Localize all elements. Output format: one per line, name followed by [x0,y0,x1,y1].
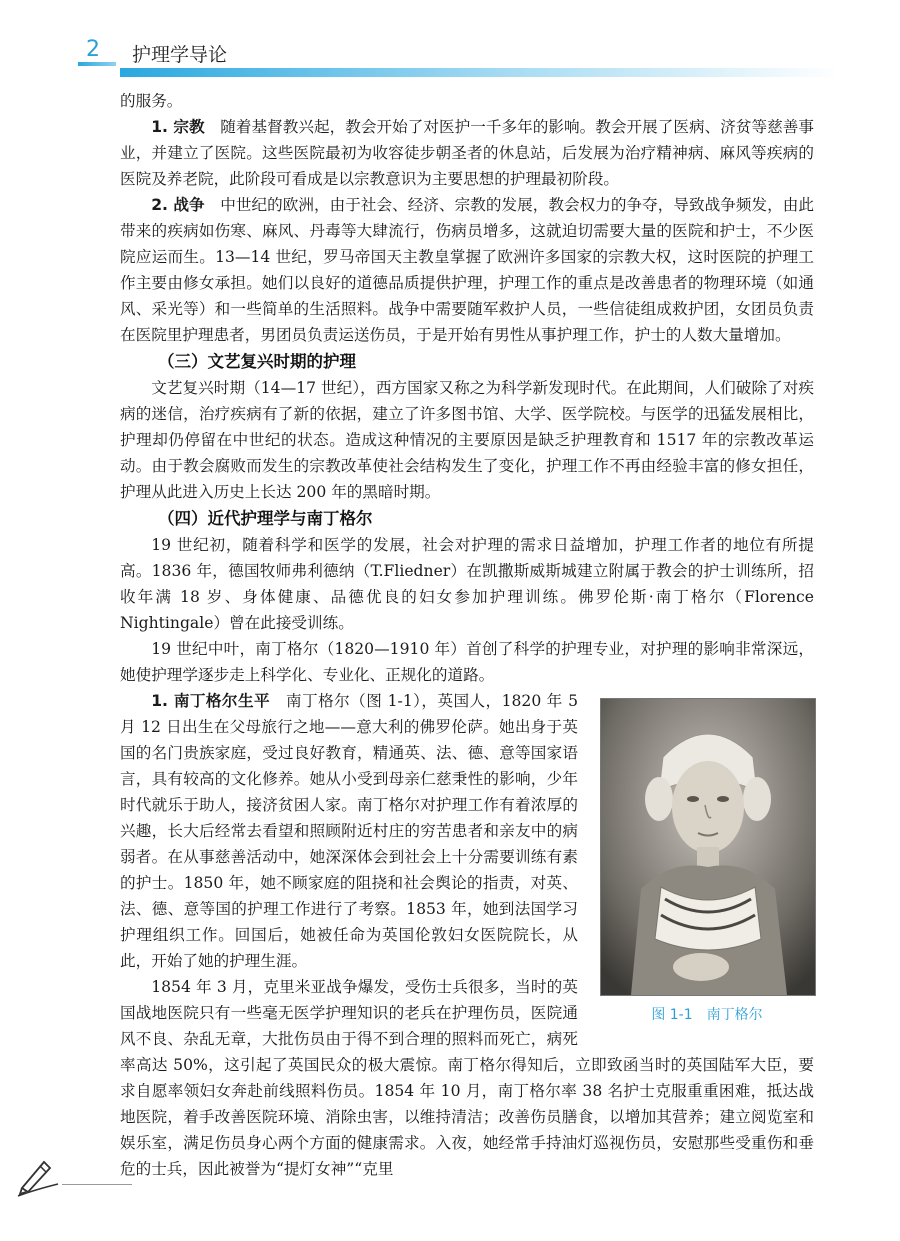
footer-rule [62,1184,132,1185]
paragraph-renaissance: 文艺复兴时期（14—17 世纪），西方国家又称之为科学新发现时代。在此期间，人们破除了对疾病的迷信，治疗疾病有了新的依据，建立了许多图书馆、大学、医学院校。与医学的迅猛发展相比，护理却仍停留在中世纪的状态。造成这种情况的主要原因是缺乏护理教育和 1517 年的宗教改革运动。由于教会腐败而发生的宗教改革使社会结构发生了变化，护理工作不再由经验丰富的修女担任，护理从此进入历史上长达 200 年的黑暗时期。 [120,379,814,501]
item-heading-war: 2. 战争 [151,196,205,214]
paragraph-crimean-war: 1854 年 3 月，克里米亚战争爆发，受伤士兵很多，当时的英国战地医院只有一些毫无医学护理知识的老兵在护理伤员，医院通风不良、杂乱无章，大批伤员由于得不到合理的照料而死亡，病死率高达 50%，这引起了英国民众的极大震惊。南丁格尔得知后，立即致函当时的英国陆军大臣，要求自愿率领妇女奔赴前线照料伤员。1854 年 10 月，南丁格尔率 38 名护士克服重重困难，抵达战地医院，着手改善医院环境、消除虫害，以维持清洁；改善伤员膳食，以增加其营养；建立阅览室和娱乐室，满足伤员身心两个方面的健康需求。入夜，她经常手持油灯巡视伤员，安慰那些受重伤和垂危的士兵，因此被誉为“提灯女神”“克里 [120,978,814,1178]
figure-caption: 图 1-1 南丁格尔 [651,1007,763,1023]
header-rule [120,68,840,77]
item-heading-nightingale-life: 1. 南丁格尔生平 [151,692,271,710]
paragraph-religion [120,114,814,192]
page-number: 2 [86,37,100,62]
page-header [0,0,900,80]
paragraph-continued: 的服务。 [120,92,183,110]
paragraph-text: 随着基督教兴起，教会开始了对医护一千多年的影响。教会开展了医病、济贫等慈善事业，并建立了医院。这些医院最初为收容徒步朝圣者的休息站，后发展为治疗精神病、麻风等疾病的医院及养老院，此阶段可看成是以宗教意识为主要思想的护理最初阶段。 [120,118,814,188]
paragraph-war [120,192,814,348]
section-heading-renaissance: （三）文艺复兴时期的护理 [158,352,356,371]
paragraph-mid-19th-century: 19 世纪中叶，南丁格尔（1820—1910 年）首创了科学的护理专业，对护理的影响非常深远，她使护理学逐步走上科学化、专业化、正规化的道路。 [120,640,814,684]
paragraph-text: 南丁格尔（图 1-1），英国人，1820 年 5 月 12 日出生在父母旅行之地——意大利的佛罗伦萨。她出身于英国的名门贵族家庭，受过良好教育，精通英、法、德、意等国家语言，具有较高的文化修养。她从小受到母亲仁慈秉性的影响，少年时代就乐于助人，接济贫困人家。南丁格尔对护理工作有着浓厚的兴趣，长大后经常去看望和照顾附近村庄的穷苦患者和亲友中的病弱者。在从事慈善活动中，她深深体会到社会上十分需要训练有素的护士。1850 年，她不顾家庭的阻挠和社会舆论的指责，对英、法、德、意等国的护理工作进行了考察。1853 年，她到法国学习护理组织工作。回国后，她被任命为英国伦敦妇女医院院长，从此，开始了她的护理生涯。 [120,692,578,970]
section-heading-modern-nursing: （四）近代护理学与南丁格尔 [158,509,373,528]
page-body [120,88,814,1182]
paragraph-19th-century: 19 世纪初，随着科学和医学的发展，社会对护理的需求日益增加，护理工作者的地位有所提高。1836 年，德国牧师弗利德纳（T.Fliedner）在凯撒斯威斯城建立附属于教会的护士训练所，招收年满 18 岁、身体健康、品德优良的妇女参加护理训练。佛罗伦斯·南丁格尔（Florence Nightingale）曾在此接受训练。 [120,536,814,632]
book-title: 护理学导论 [132,44,228,66]
header-accent [78,62,116,66]
nightingale-portrait-image [600,698,816,996]
pen-icon [14,1152,60,1198]
item-heading-religion: 1. 宗教 [151,118,205,136]
paragraph-text: 中世纪的欧洲，由于社会、经济、宗教的发展，教会权力的争夺，导致战争频发，由此带来的疾病如伤寒、麻风、丹毒等大肆流行，伤病员增多，这就迫切需要大量的医院和护士，不少医院应运而生。13—14 世纪，罗马帝国天主教皇掌握了欧洲许多国家的宗教大权，这时医院的护理工作主要由修女承担。她们以良好的道德品质提供护理，护理工作的重点是改善患者的物理环境（如通风、采光等）和一些简单的生活照料。战争中需要随军救护人员，一些信徒组成救护团，女团员负责在医院里护理患者，男团员负责运送伤员，于是开始有男性从事护理工作，护士的人数大量增加。 [120,196,814,344]
figure-nightingale [600,698,814,1026]
